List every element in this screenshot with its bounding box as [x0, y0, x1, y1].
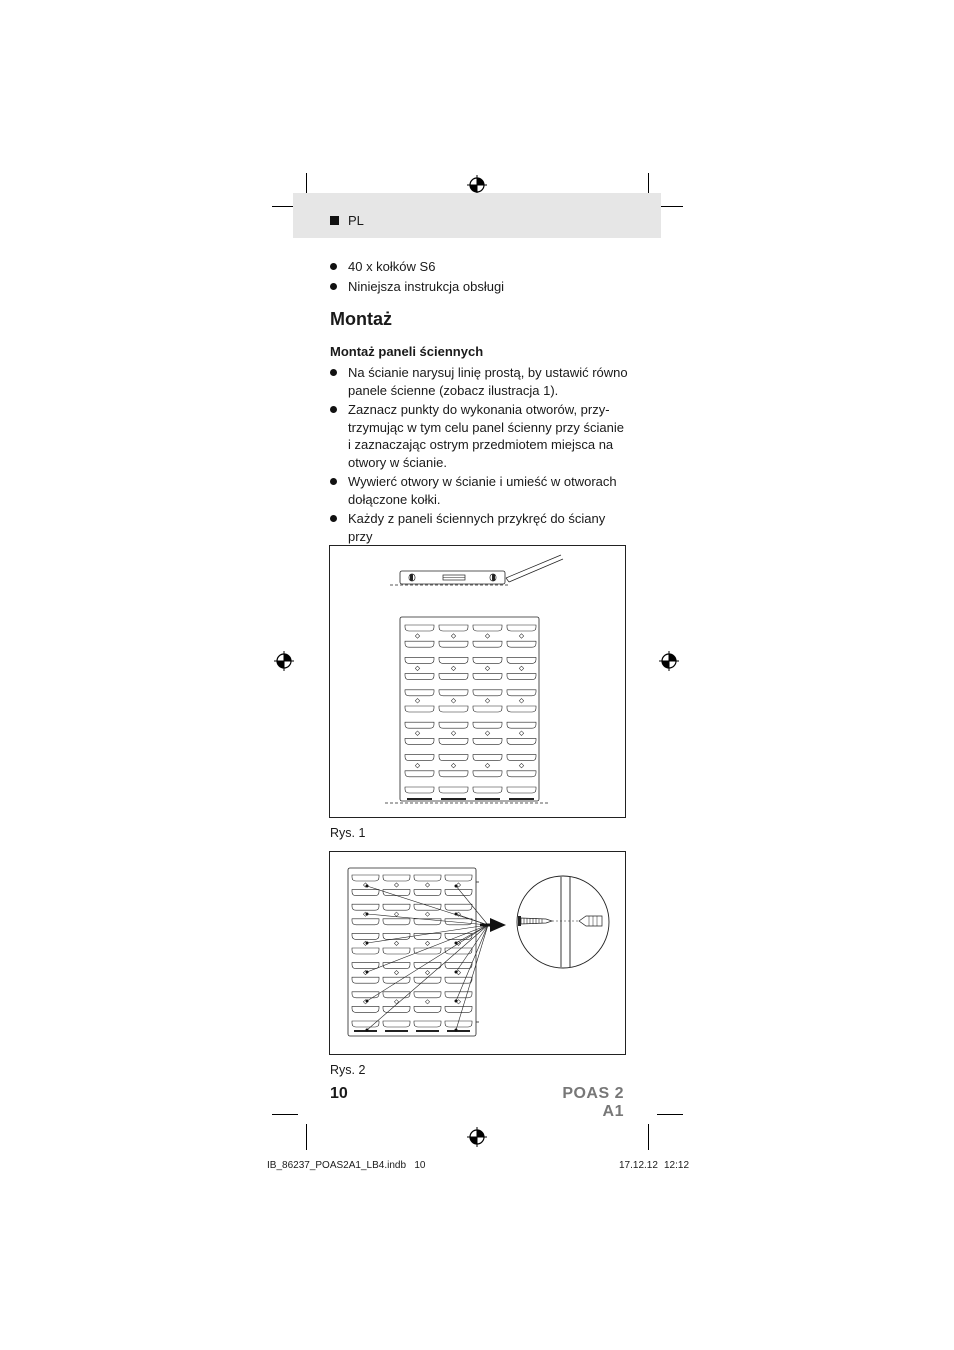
- panel-slot: [507, 787, 536, 793]
- panel-slot: [383, 948, 410, 954]
- pencil-icon: [506, 555, 563, 582]
- print-date: 17.12.12: [619, 1160, 658, 1171]
- panel-slot: [352, 992, 379, 998]
- panel-slot: [439, 787, 468, 793]
- panel-slot: [507, 738, 536, 744]
- panel-slot: [414, 948, 441, 954]
- parts-list-item: 40 x kołków S6: [330, 258, 630, 276]
- print-file-info: IB_86237_POAS2A1_LB4.indb 10: [267, 1160, 426, 1171]
- panel-slot: [445, 1006, 472, 1012]
- panel-slot: [383, 963, 410, 969]
- panel-slot: [405, 771, 434, 777]
- panel-slot: [507, 657, 536, 663]
- panel-slot: [439, 771, 468, 777]
- panel-slot: [414, 1006, 441, 1012]
- panel-slot: [414, 963, 441, 969]
- panel-slot: [507, 755, 536, 761]
- bullet-icon: [330, 369, 337, 376]
- screw-point: [366, 942, 369, 945]
- model-name: POAS 2 A1: [562, 1085, 624, 1120]
- language-marker-icon: [330, 216, 339, 225]
- panel-slot: [445, 904, 472, 910]
- panel-slot: [352, 875, 379, 881]
- panel-slot: [405, 625, 434, 631]
- panel-bottom-bar: [475, 798, 500, 800]
- registration-mark-icon: [467, 1127, 487, 1147]
- panel-slot: [383, 1021, 410, 1027]
- section-subtitle: Montaż paneli ściennych: [330, 344, 484, 359]
- panel-slot: [473, 690, 502, 696]
- panel-bottom-bar: [416, 1030, 439, 1032]
- panel-slot: [439, 641, 468, 647]
- panel-slot: [507, 625, 536, 631]
- panel-slot: [414, 875, 441, 881]
- panel-slot: [507, 674, 536, 680]
- panel-slot: [473, 674, 502, 680]
- panel-slot: [352, 948, 379, 954]
- bullet-icon: [330, 478, 337, 485]
- crop-mark: [648, 1124, 649, 1150]
- panel-slot: [352, 977, 379, 983]
- panel-slot: [473, 641, 502, 647]
- panel-slot: [507, 771, 536, 777]
- panel-bottom-bar: [509, 798, 534, 800]
- panel-slot: [352, 1006, 379, 1012]
- screw-point: [366, 971, 369, 974]
- screw-point: [455, 1029, 458, 1032]
- panel-slot: [507, 641, 536, 647]
- language-label: PL: [348, 213, 364, 228]
- panel-slot: [405, 706, 434, 712]
- panel-slot: [473, 706, 502, 712]
- panel-slot: [352, 890, 379, 896]
- panel-slot: [507, 722, 536, 728]
- panel-slot: [439, 657, 468, 663]
- panel-slot: [473, 625, 502, 631]
- figure-2: [329, 851, 626, 1055]
- spirit-level-icon: [400, 571, 505, 584]
- crop-mark: [657, 1114, 683, 1115]
- panel-slot: [405, 738, 434, 744]
- panel-slot: [473, 787, 502, 793]
- panel-slot: [473, 722, 502, 728]
- bullet-icon: [330, 283, 337, 290]
- screw-point: [455, 913, 458, 916]
- crop-mark: [306, 1124, 307, 1150]
- panel-slot: [473, 755, 502, 761]
- panel-slot: [439, 625, 468, 631]
- screw-point: [366, 1029, 369, 1032]
- panel-slot: [352, 919, 379, 925]
- panel-slot: [414, 904, 441, 910]
- panel-slot: [439, 674, 468, 680]
- page-number: 10: [330, 1085, 348, 1102]
- panel-bottom-bar: [354, 1030, 377, 1032]
- panel-slot: [405, 674, 434, 680]
- figure-1-caption: Rys. 1: [330, 826, 366, 840]
- panel-slot: [383, 919, 410, 925]
- panel-slot: [352, 963, 379, 969]
- screw-point: [455, 1000, 458, 1003]
- panel-slot: [445, 919, 472, 925]
- figure-1: [329, 545, 626, 818]
- panel-slot: [439, 706, 468, 712]
- panel-slot: [383, 992, 410, 998]
- panel-slot: [507, 690, 536, 696]
- print-time: 12:12: [664, 1160, 690, 1171]
- magnified-detail: [517, 876, 609, 968]
- panel-slot: [414, 977, 441, 983]
- panel-slot: [473, 657, 502, 663]
- panel-slot: [439, 755, 468, 761]
- panel-slot: [383, 1006, 410, 1012]
- panel-slot: [439, 738, 468, 744]
- panel-slot: [383, 904, 410, 910]
- panel-slot: [445, 890, 472, 896]
- panel-bottom-bar: [385, 1030, 408, 1032]
- panel-bottom-bar: [407, 798, 432, 800]
- panel-slot: [405, 690, 434, 696]
- crop-mark: [272, 1114, 298, 1115]
- panel-bottom-bar: [447, 1030, 470, 1032]
- panel-slot: [352, 933, 379, 939]
- panel-slot: [445, 875, 472, 881]
- panel-slot: [405, 787, 434, 793]
- panel-slot: [383, 875, 410, 881]
- section-title: Montaż: [330, 309, 392, 329]
- panel-slot: [405, 641, 434, 647]
- bullet-icon: [330, 263, 337, 270]
- registration-mark-icon: [274, 651, 294, 671]
- panel-slot: [439, 690, 468, 696]
- panel-slot: [473, 771, 502, 777]
- bullet-icon: [330, 515, 337, 522]
- panel-slot: [352, 1021, 379, 1027]
- panel-slot: [414, 992, 441, 998]
- instruction-step: Wywierć otwory w ścianie i umieść w otworach dołączone kołki.: [330, 473, 630, 508]
- registration-mark-icon: [467, 175, 487, 195]
- panel-bottom-bar: [441, 798, 466, 800]
- panel-slot: [414, 1021, 441, 1027]
- panel-slot: [445, 977, 472, 983]
- panel-slot: [414, 890, 441, 896]
- panel-slot: [445, 948, 472, 954]
- panel-slot: [352, 904, 379, 910]
- instruction-step: Każdy z paneli ściennych przykręć do ściany przy: [330, 510, 630, 563]
- screw-point: [366, 885, 369, 888]
- arrow-icon: [490, 918, 506, 932]
- instruction-step: Zaznacz punkty do wykonania otworów, przy- trzymując w tym celu panel ścienny przy ścianie i zaznaczając ostrym przedmiotem miejsca na otwory w ścianie.: [330, 401, 630, 471]
- figure-2-caption: Rys. 2: [330, 1063, 366, 1077]
- screw-point: [366, 913, 369, 916]
- panel-slot: [473, 738, 502, 744]
- parts-list-item: Niniejsza instrukcja obsługi: [330, 278, 630, 296]
- registration-mark-icon: [659, 651, 679, 671]
- panel-slot: [439, 722, 468, 728]
- instruction-step: Na ścianie narysuj linię prostą, by ustawić równo panele ścienne (zobacz ilustracja 1).: [330, 364, 630, 399]
- screw-point: [455, 942, 458, 945]
- screw-point: [455, 971, 458, 974]
- panel-slot: [405, 657, 434, 663]
- bullet-icon: [330, 406, 337, 413]
- panel-slot: [405, 722, 434, 728]
- panel-slot: [405, 755, 434, 761]
- screw-point: [455, 885, 458, 888]
- panel-slot: [445, 963, 472, 969]
- screw-point: [366, 1000, 369, 1003]
- panel-slot: [507, 706, 536, 712]
